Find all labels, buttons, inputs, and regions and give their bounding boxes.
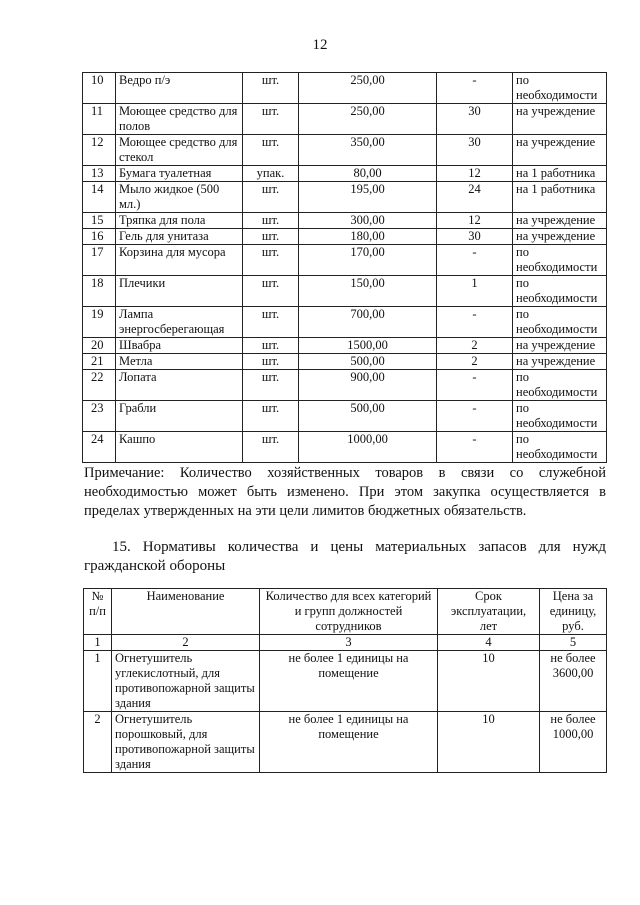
- item-term: 10: [438, 712, 540, 773]
- item-price: 300,00: [299, 213, 437, 229]
- item-basis: по необходимости: [513, 432, 607, 463]
- item-quantity: -: [437, 401, 513, 432]
- note-paragraph: Примечание: Количество хозяйственных товаров в связи со служебной необходимостью может быть изменено. При этом закупка осуществляется в пределах утвержденных на эти цели лимитов бюджетных обязательств.: [84, 465, 606, 519]
- index-cell: 5: [540, 635, 607, 651]
- item-basis: на учреждение: [513, 104, 607, 135]
- item-name: Плечики: [116, 276, 243, 307]
- table-row: [83, 135, 607, 166]
- item-quantity: 12: [437, 166, 513, 182]
- item-name: Тряпка для пола: [116, 213, 243, 229]
- table-row: [83, 229, 607, 245]
- item-name: Моющее средство для полов: [116, 104, 243, 135]
- row-number: 24: [83, 432, 116, 463]
- item-price: 170,00: [299, 245, 437, 276]
- header-cell: Количество для всех категорий и групп должностей сотрудников: [260, 589, 438, 635]
- item-basis: на учреждение: [513, 338, 607, 354]
- table-row: [83, 401, 607, 432]
- item-name: Корзина для мусора: [116, 245, 243, 276]
- item-name: Швабра: [116, 338, 243, 354]
- item-name: Гель для унитаза: [116, 229, 243, 245]
- item-unit: шт.: [243, 213, 299, 229]
- item-name: Огнетушитель порошковый, для противопожарной защиты здания: [112, 712, 260, 773]
- table-row: [83, 73, 607, 104]
- item-quantity: не более 1 единицы на помещение: [260, 651, 438, 712]
- item-quantity: -: [437, 245, 513, 276]
- item-price: 500,00: [299, 354, 437, 370]
- item-name: Лопата: [116, 370, 243, 401]
- item-name: Мыло жидкое (500 мл.): [116, 182, 243, 213]
- item-unit: шт.: [243, 432, 299, 463]
- item-price: 900,00: [299, 370, 437, 401]
- item-unit: шт.: [243, 354, 299, 370]
- table-row: [83, 213, 607, 229]
- item-unit: упак.: [243, 166, 299, 182]
- item-unit: шт.: [243, 338, 299, 354]
- item-basis: на учреждение: [513, 135, 607, 166]
- item-name: Огнетушитель углекислотный, для противопожарной защиты здания: [112, 651, 260, 712]
- row-number: 13: [83, 166, 116, 182]
- item-unit: шт.: [243, 104, 299, 135]
- index-row: [84, 635, 607, 651]
- item-quantity: -: [437, 432, 513, 463]
- row-number: 21: [83, 354, 116, 370]
- section-heading: [84, 538, 606, 576]
- supplies-table: [82, 72, 607, 463]
- item-price: 500,00: [299, 401, 437, 432]
- table-row: [83, 276, 607, 307]
- row-number: 11: [83, 104, 116, 135]
- index-cell: 3: [260, 635, 438, 651]
- row-number: 2: [84, 712, 112, 773]
- header-cell: № п/п: [84, 589, 112, 635]
- table-row: [83, 182, 607, 213]
- item-name: Метла: [116, 354, 243, 370]
- item-unit: шт.: [243, 135, 299, 166]
- item-quantity: -: [437, 73, 513, 104]
- item-quantity: 24: [437, 182, 513, 213]
- item-quantity: 2: [437, 354, 513, 370]
- table-row: [83, 307, 607, 338]
- item-unit: шт.: [243, 401, 299, 432]
- item-quantity: 1: [437, 276, 513, 307]
- item-price: не более 3600,00: [540, 651, 607, 712]
- item-basis: по необходимости: [513, 401, 607, 432]
- item-unit: шт.: [243, 229, 299, 245]
- item-price: 150,00: [299, 276, 437, 307]
- item-basis: по необходимости: [513, 276, 607, 307]
- item-basis: на 1 работника: [513, 182, 607, 213]
- table-row: [84, 712, 607, 773]
- table-row: [83, 354, 607, 370]
- item-basis: по необходимости: [513, 245, 607, 276]
- item-quantity: 30: [437, 229, 513, 245]
- item-name: Грабли: [116, 401, 243, 432]
- item-unit: шт.: [243, 73, 299, 104]
- row-number: 1: [84, 651, 112, 712]
- row-number: 20: [83, 338, 116, 354]
- index-cell: 1: [84, 635, 112, 651]
- row-number: 17: [83, 245, 116, 276]
- page-number: 12: [312, 37, 328, 53]
- item-name: Лампа энергосберегающая: [116, 307, 243, 338]
- item-basis: на учреждение: [513, 229, 607, 245]
- item-price: 195,00: [299, 182, 437, 213]
- header-cell: Цена за единицу, руб.: [540, 589, 607, 635]
- item-price: 350,00: [299, 135, 437, 166]
- item-name: Кашпо: [116, 432, 243, 463]
- index-cell: 2: [112, 635, 260, 651]
- item-quantity: 30: [437, 135, 513, 166]
- row-number: 12: [83, 135, 116, 166]
- table-row: [83, 432, 607, 463]
- item-name: Бумага туалетная: [116, 166, 243, 182]
- item-basis: по необходимости: [513, 370, 607, 401]
- row-number: 16: [83, 229, 116, 245]
- item-price: 180,00: [299, 229, 437, 245]
- header-row: [84, 589, 607, 635]
- item-quantity: -: [437, 370, 513, 401]
- item-price: 250,00: [299, 73, 437, 104]
- item-quantity: -: [437, 307, 513, 338]
- row-number: 22: [83, 370, 116, 401]
- item-basis: на 1 работника: [513, 166, 607, 182]
- row-number: 15: [83, 213, 116, 229]
- item-price: 1000,00: [299, 432, 437, 463]
- index-cell: 4: [438, 635, 540, 651]
- item-price: 1500,00: [299, 338, 437, 354]
- item-basis: по необходимости: [513, 73, 607, 104]
- row-number: 18: [83, 276, 116, 307]
- item-quantity: 2: [437, 338, 513, 354]
- table-row: [83, 370, 607, 401]
- civil-defense-table: [83, 588, 607, 773]
- item-unit: шт.: [243, 245, 299, 276]
- table-row: [84, 651, 607, 712]
- item-price: 250,00: [299, 104, 437, 135]
- row-number: 10: [83, 73, 116, 104]
- item-basis: на учреждение: [513, 354, 607, 370]
- item-name: Моющее средство для стекол: [116, 135, 243, 166]
- table-row: [83, 166, 607, 182]
- section-title: 15. Нормативы количества и цены материальных запасов для нужд гражданской обороны: [84, 539, 606, 574]
- item-quantity: 30: [437, 104, 513, 135]
- row-number: 19: [83, 307, 116, 338]
- row-number: 23: [83, 401, 116, 432]
- item-unit: шт.: [243, 307, 299, 338]
- item-unit: шт.: [243, 370, 299, 401]
- item-quantity: не более 1 единицы на помещение: [260, 712, 438, 773]
- item-price: не более 1000,00: [540, 712, 607, 773]
- item-basis: по необходимости: [513, 307, 607, 338]
- item-quantity: 12: [437, 213, 513, 229]
- table-row: [83, 338, 607, 354]
- header-cell: Наименование: [112, 589, 260, 635]
- item-price: 80,00: [299, 166, 437, 182]
- table-row: [83, 104, 607, 135]
- item-name: Ведро п/э: [116, 73, 243, 104]
- item-unit: шт.: [243, 182, 299, 213]
- row-number: 14: [83, 182, 116, 213]
- item-unit: шт.: [243, 276, 299, 307]
- header-cell: Срок эксплуатации, лет: [438, 589, 540, 635]
- item-term: 10: [438, 651, 540, 712]
- item-price: 700,00: [299, 307, 437, 338]
- table-row: [83, 245, 607, 276]
- item-basis: на учреждение: [513, 213, 607, 229]
